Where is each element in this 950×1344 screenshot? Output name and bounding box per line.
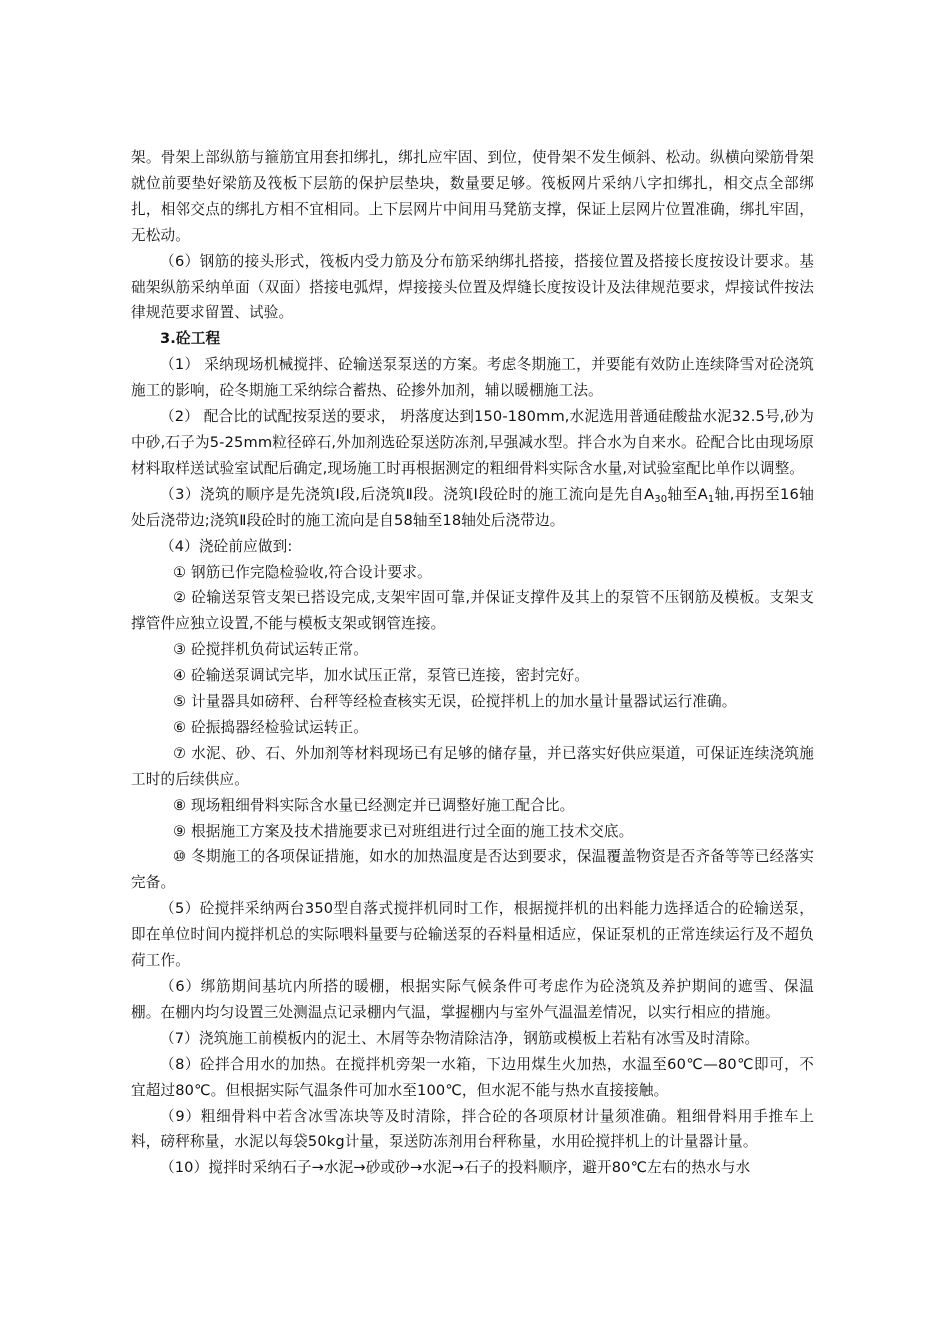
paragraph-rebar-binding: 架。骨架上部纵筋与箍筋宜用套扣绑扎，绑扎应牢固、到位，使骨架不发生倾斜、松动。纵横向梁筋骨架就位前要垫好梁筋及筏板下层筋的保护层垫块，数量要足够。筏板网片采纳八字扣绑扎，相交点全部绑扎，相邻交点的绑扎方相不宜相同。上下层网片中间用马凳筋支撑，保证上层网片位置准确，绑扎牢固，无松动。 <box>131 149 814 244</box>
paragraph-pre-pour-intro: （4）浇砼前应做到: <box>160 537 293 555</box>
document-body <box>131 145 814 1181</box>
list-item: ② 砼输送泵管支架已搭设完成,支架牢固可靠,并保证支撑件及其上的泵管不压钢筋及模板。支架支撑管件应独立设置,不能与模板支架或钢管连接。 <box>131 589 814 633</box>
list-item: ⑨ 根据施工方案及技术措施要求已对班组进行过全面的施工技术交底。 <box>173 822 634 840</box>
axis-subscript-1: 1 <box>707 493 715 505</box>
paragraph-rebar-joint: （6）钢筋的接头形式，筏板内受力筋及分布筋采纳绑扎搭接，搭接位置及搭接长度按设计要求。基础架纵筋采纳单面（双面）搭接电弧焊，焊接接头位置及焊缝长度按设计及法律规范要求，焊接试件按法律规范要求留置、试验。 <box>131 252 814 322</box>
pour-sequence-text-c: 轴,再拐至16轴处后浇带边;浇筑Ⅱ段砼时的施工流向是自58轴至18轴处后浇带边。 <box>131 485 814 529</box>
list-item: ① 钢筋已作完隐检验收,符合设计要求。 <box>173 563 432 581</box>
axis-subscript-30: 30 <box>654 493 668 505</box>
section-heading-concrete: 3.砼工程 <box>160 330 221 348</box>
paragraph-feeding-order: （10）搅拌时采纳石子→水泥→砂或砂→水泥→石子的投料顺序，避开80℃左右的热水与水 <box>160 1159 751 1177</box>
pour-sequence-text-b: 轴至A <box>667 485 708 503</box>
list-item: ⑦ 水泥、砂、石、外加剂等材料现场已有足够的储存量，并已落实好供应渠道，可保证连续浇筑施工时的后续供应。 <box>131 744 814 788</box>
list-item: ③ 砼搅拌机负荷试运转正常。 <box>173 641 368 659</box>
pour-sequence-text-a: （3）浇筑的顺序是先浇筑Ⅰ段,后浇筑Ⅱ段。浇筑Ⅰ段砼时的施工流向是先自A <box>160 485 655 503</box>
paragraph-formwork-cleaning: （7）浇筑施工前模板内的泥土、木屑等杂物清除洁净，钢筋或模板上若粘有冰雪及时清除。 <box>160 1029 760 1047</box>
paragraph-mixing-scheme: （1） 采纳现场机械搅拌、砼输送泵泵送的方案。考虑冬期施工，并要能有效防止连续降雪对砼浇筑施工的影响，砼冬期施工采纳综合蓄热、砼掺外加剂，辅以暖棚施工法。 <box>131 356 814 400</box>
list-item: ④ 砼输送泵调试完毕，加水试压正常，泵管已连接，密封完好。 <box>173 667 590 685</box>
paragraph-water-heating: （8）砼拌合用水的加热。在搅拌机旁架一水箱，下边用煤生火加热，水温至60℃—80℃即可，不宜超过80℃。但根据实际气温条件可加水至100℃，但水泥不能与热水直接接触。 <box>131 1055 814 1099</box>
list-item: ⑥ 砼振捣器经检验试运转正。 <box>173 718 368 736</box>
paragraph-pour-sequence <box>131 482 814 534</box>
list-item: ⑧ 现场粗细骨料实际含水量已经测定并已调整好施工配合比。 <box>173 796 575 814</box>
paragraph-warm-shed: （6）绑筋期间基坑内所搭的暖棚，根据实际气候条件可考虑作为砼浇筑及养护期间的遮雪、保温棚。在棚内均匀设置三处测温点记录棚内气温，掌握棚内与室外气温温差情况，以实行相应的措施。 <box>131 978 814 1021</box>
paragraph-aggregate-metering: （9）粗细骨料中若含冰雪冻块等及时清除，拌合砼的各项原材计量须准确。粗细骨料用手推车上料，磅秤称量，水泥以每袋50kg计量，泵送防冻剂用台秤称量，水用砼搅拌机上的计量器计量。 <box>131 1107 814 1151</box>
list-item: ⑤ 计量器具如磅秤、台秤等经检查核实无误，砼搅拌机上的加水量计量器试运行准确。 <box>173 693 737 711</box>
list-item: ⑩ 冬期施工的各项保证措施，如水的加热温度是否达到要求，保温覆盖物资是否齐备等等已经落实完备。 <box>131 848 814 892</box>
paragraph-mix-proportion: （2） 配合比的试配按泵送的要求， 坍落度达到150-180mm,水泥选用普通硅酸盐水泥32.5号,砂为中砂,石子为5-25mm粒径碎石,外加剂选砼泵送防冻剂,早强减水型。拌合水为自来水。砼配合比由现场原材料取样送试验室试配后确定,现场施工时再根据测定的粗细骨料实际含水量,对试验室配比单作以调整。 <box>131 408 814 477</box>
paragraph-mixer-pump: （5）砼搅拌采纳两台350型自落式搅拌机同时工作，根据搅拌机的出料能力选择适合的砼输送泵，即在单位时间内搅拌机总的实际喂料量要与砼输送泵的吞料量相适应，保证泵机的正常连续运行及不超负荷工作。 <box>131 900 814 970</box>
